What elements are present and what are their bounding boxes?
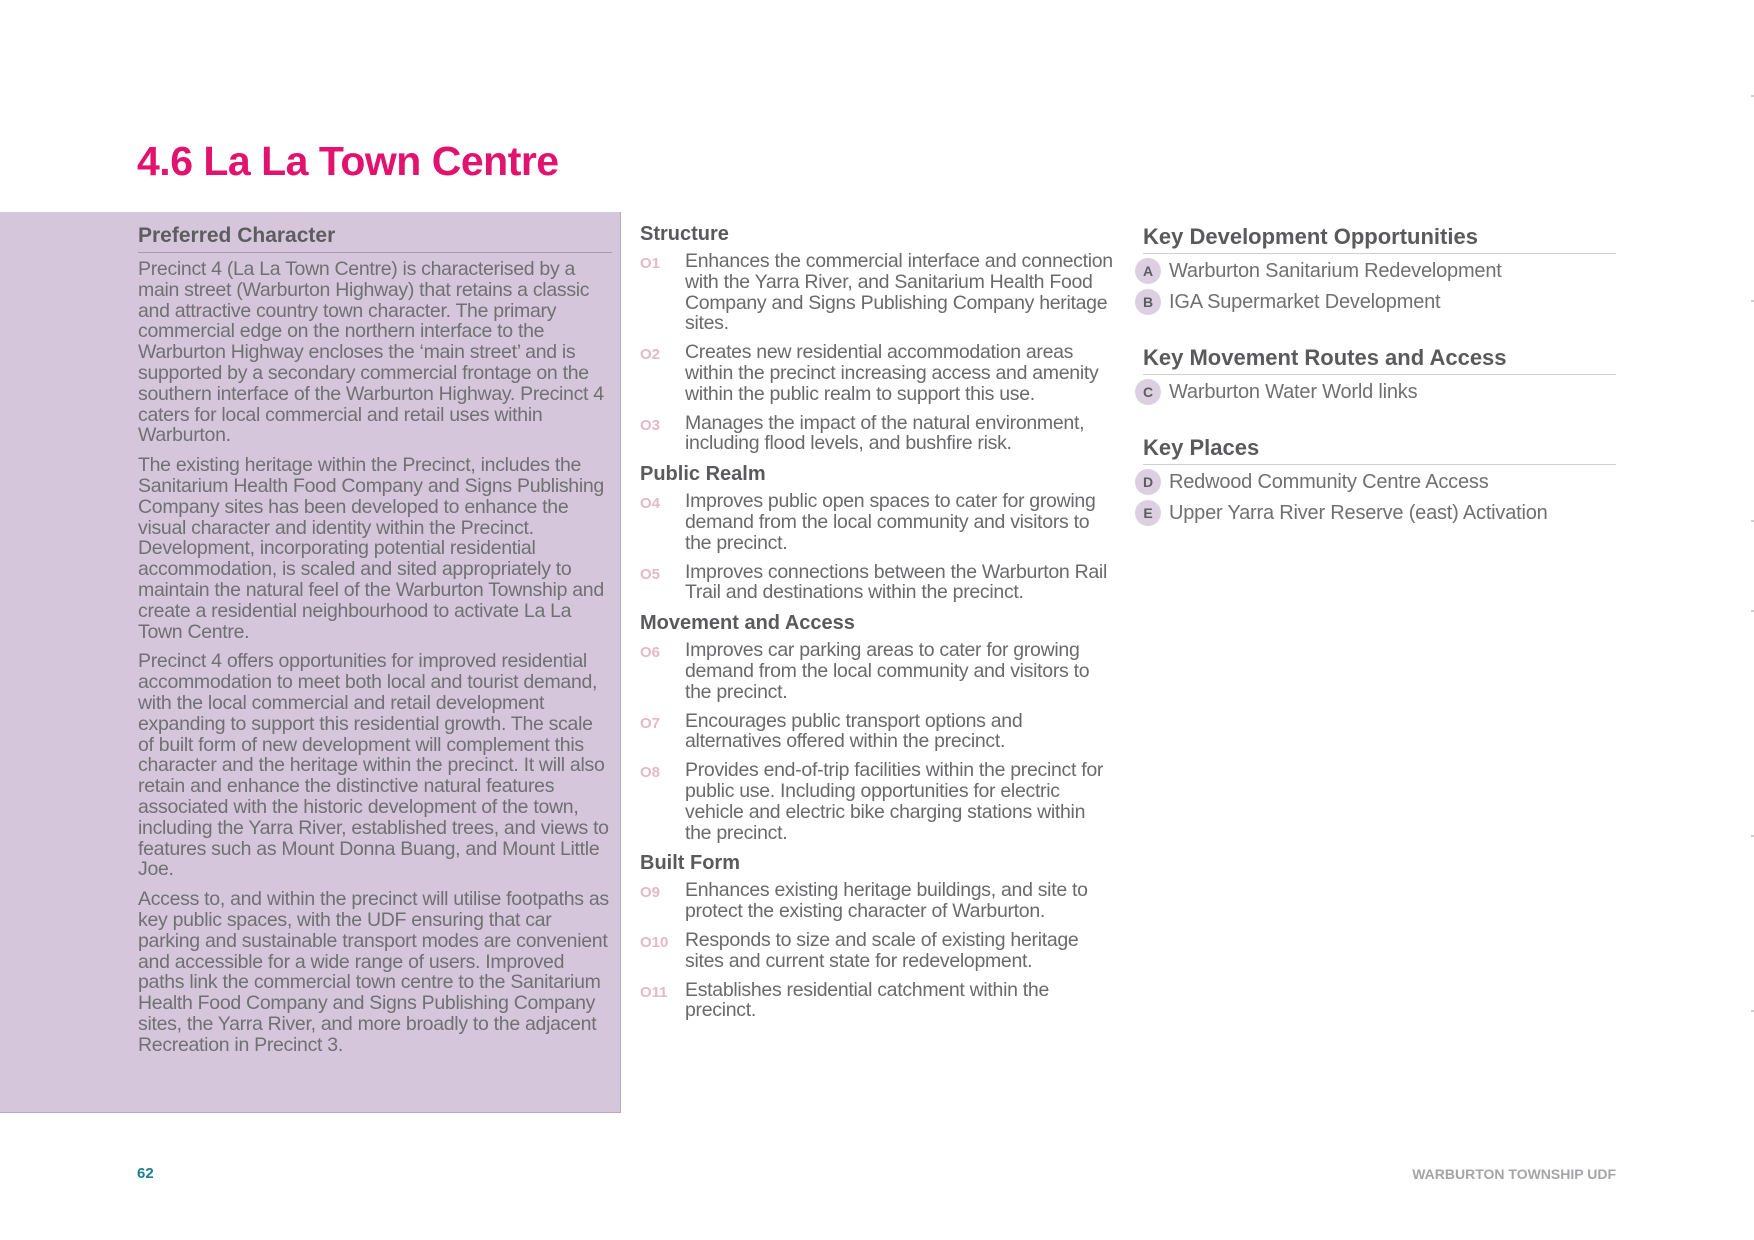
preferred-character-heading: Preferred Character — [138, 224, 612, 253]
objective-item — [640, 980, 1115, 1022]
key-item — [1143, 469, 1616, 495]
key-movement-heading: Key Movement Routes and Access — [1143, 345, 1616, 375]
structure-heading: Structure — [640, 223, 729, 245]
objective-item — [640, 342, 1115, 404]
movement-section — [640, 611, 1115, 843]
objective-code: O3 — [640, 416, 661, 434]
key-development-section — [1143, 224, 1616, 315]
key-item — [1143, 500, 1616, 526]
objective-text: Responds to size and scale of existing heritage sites and current state for redevelopment. — [685, 928, 1079, 972]
key-badge: C — [1135, 379, 1161, 405]
key-label: Warburton Sanitarium Redevelopment — [1169, 259, 1502, 282]
key-badge: A — [1135, 258, 1161, 284]
objective-code: O2 — [640, 346, 661, 364]
key-item — [1143, 289, 1616, 315]
objective-text: Creates new residential accommodation areas within the precinct increasing access and amenity within the public realm to support this use. — [685, 341, 1099, 405]
key-label: Warburton Water World links — [1169, 380, 1418, 403]
preferred-character-panel — [0, 212, 621, 1113]
key-item — [1143, 258, 1616, 284]
objective-item — [640, 491, 1115, 553]
key-places-section — [1143, 435, 1616, 526]
objective-item — [640, 562, 1115, 604]
key-places-heading: Key Places — [1143, 435, 1616, 465]
public-realm-section — [640, 462, 1115, 603]
objective-text: Enhances existing heritage buildings, and site to protect the existing character of Warburton. — [685, 879, 1088, 923]
objective-text: Improves connections between the Warburton Rail Trail and destinations within the precinct. — [685, 560, 1107, 604]
preferred-character-content — [138, 224, 612, 1064]
key-movement-section — [1143, 345, 1616, 405]
movement-heading: Movement and Access — [640, 612, 855, 635]
objective-code: O9 — [640, 884, 661, 902]
page-title: 4.6 La La Town Centre — [137, 138, 559, 184]
key-development-heading: Key Development Opportunities — [1143, 224, 1616, 254]
objective-item — [640, 251, 1115, 334]
objective-code: O5 — [640, 565, 661, 583]
objective-text: Provides end-of-trip facilities within the precinct for public use. Including opportunities for electric vehicle and electric bike charging stations within the precinct. — [685, 759, 1104, 844]
objective-item — [640, 930, 1115, 972]
key-badge: E — [1135, 500, 1161, 526]
objective-item — [640, 711, 1115, 753]
objective-code: O11 — [640, 983, 668, 1001]
objective-item — [640, 640, 1115, 702]
key-label: Upper Yarra River Reserve (east) Activation — [1169, 501, 1548, 524]
objective-code: O7 — [640, 714, 661, 732]
page-edge-marks — [1750, 0, 1754, 1240]
objective-text: Establishes residential catchment within the precinct. — [685, 978, 1049, 1022]
preferred-character-paragraph: Precinct 4 offers opportunities for improved residential accommodation to meet both local and tourist demand, with the local commercial and retail development expanding to support this residential growth. The scale of built form of new development will complement this character and the heritage within the precinct. It will also retain and enhance the distinctive natural features associated with the historic development of the town, including the Yarra River, established trees, and views to features such as Mount Donna Buang, and Mount Little Joe. — [138, 650, 609, 881]
objective-code: O4 — [640, 495, 661, 513]
objective-text: Improves public open spaces to cater for growing demand from the local community and visitors to the precinct. — [685, 490, 1096, 554]
key-badge: B — [1135, 289, 1161, 315]
objective-code: O8 — [640, 764, 661, 782]
page-number: 62 — [137, 1165, 154, 1182]
objective-item — [640, 760, 1115, 843]
preferred-character-paragraph: Access to, and within the precinct will utilise footpaths as key public spaces, with the UDF ensuring that car parking and sustainable transport modes are convenient and accessible for a wide range of users. Improved paths link the commercial town centre to the Sanitarium Health Food Company and Signs Publishing Company sites, the Yarra River, and more broadly to the adjacent Recreation in Precinct 3. — [138, 888, 609, 1056]
objective-text: Encourages public transport options and alternatives offered within the precinct. — [685, 709, 1023, 753]
objectives-column — [640, 222, 1115, 1029]
objective-text: Improves car parking areas to cater for growing demand from the local community and visitors to the precinct. — [685, 639, 1090, 703]
objective-text: Manages the impact of the natural environment, including flood levels, and bushfire risk. — [685, 411, 1085, 455]
document-footer-title: WARBURTON TOWNSHIP UDF — [1412, 1166, 1616, 1182]
preferred-character-paragraph: The existing heritage within the Precinct, includes the Sanitarium Health Food Company and Signs Publishing Company sites has been developed to enhance the visual character and identity within the Precinct. Development, incorporating potential residential accommodation, is scaled and sited appropriately to maintain the natural feel of the Warburton Township and create a residential neighbourhood to activate La La Town Centre. — [138, 454, 604, 643]
built-form-section — [640, 851, 1115, 1021]
keys-column — [1143, 224, 1616, 556]
key-item — [1143, 379, 1616, 405]
structure-section — [640, 222, 1115, 454]
objective-item — [640, 413, 1115, 455]
public-realm-heading: Public Realm — [640, 463, 766, 486]
key-badge: D — [1135, 469, 1161, 495]
objective-code: O10 — [640, 933, 669, 951]
preferred-character-paragraph: Precinct 4 (La La Town Centre) is characterised by a main street (Warburton Highway) that retains a classic and attractive country town character. The primary commercial edge on the northern interface to the Warburton Highway encloses the ‘main street’ and is supported by a secondary commercial frontage on the southern interface of the Warburton Highway. Precinct 4 caters for local commercial and retail uses within Warburton. — [138, 258, 604, 447]
key-label: Redwood Community Centre Access — [1169, 470, 1489, 493]
objective-text: Enhances the commercial interface and connection with the Yarra River, and Sanitarium Health Food Company and Signs Publishing Company heritage sites. — [685, 250, 1113, 335]
key-label: IGA Supermarket Development — [1169, 290, 1441, 313]
objective-item — [640, 880, 1115, 922]
objective-code: O6 — [640, 644, 661, 662]
objective-code: O1 — [640, 255, 661, 272]
built-form-heading: Built Form — [640, 852, 740, 875]
